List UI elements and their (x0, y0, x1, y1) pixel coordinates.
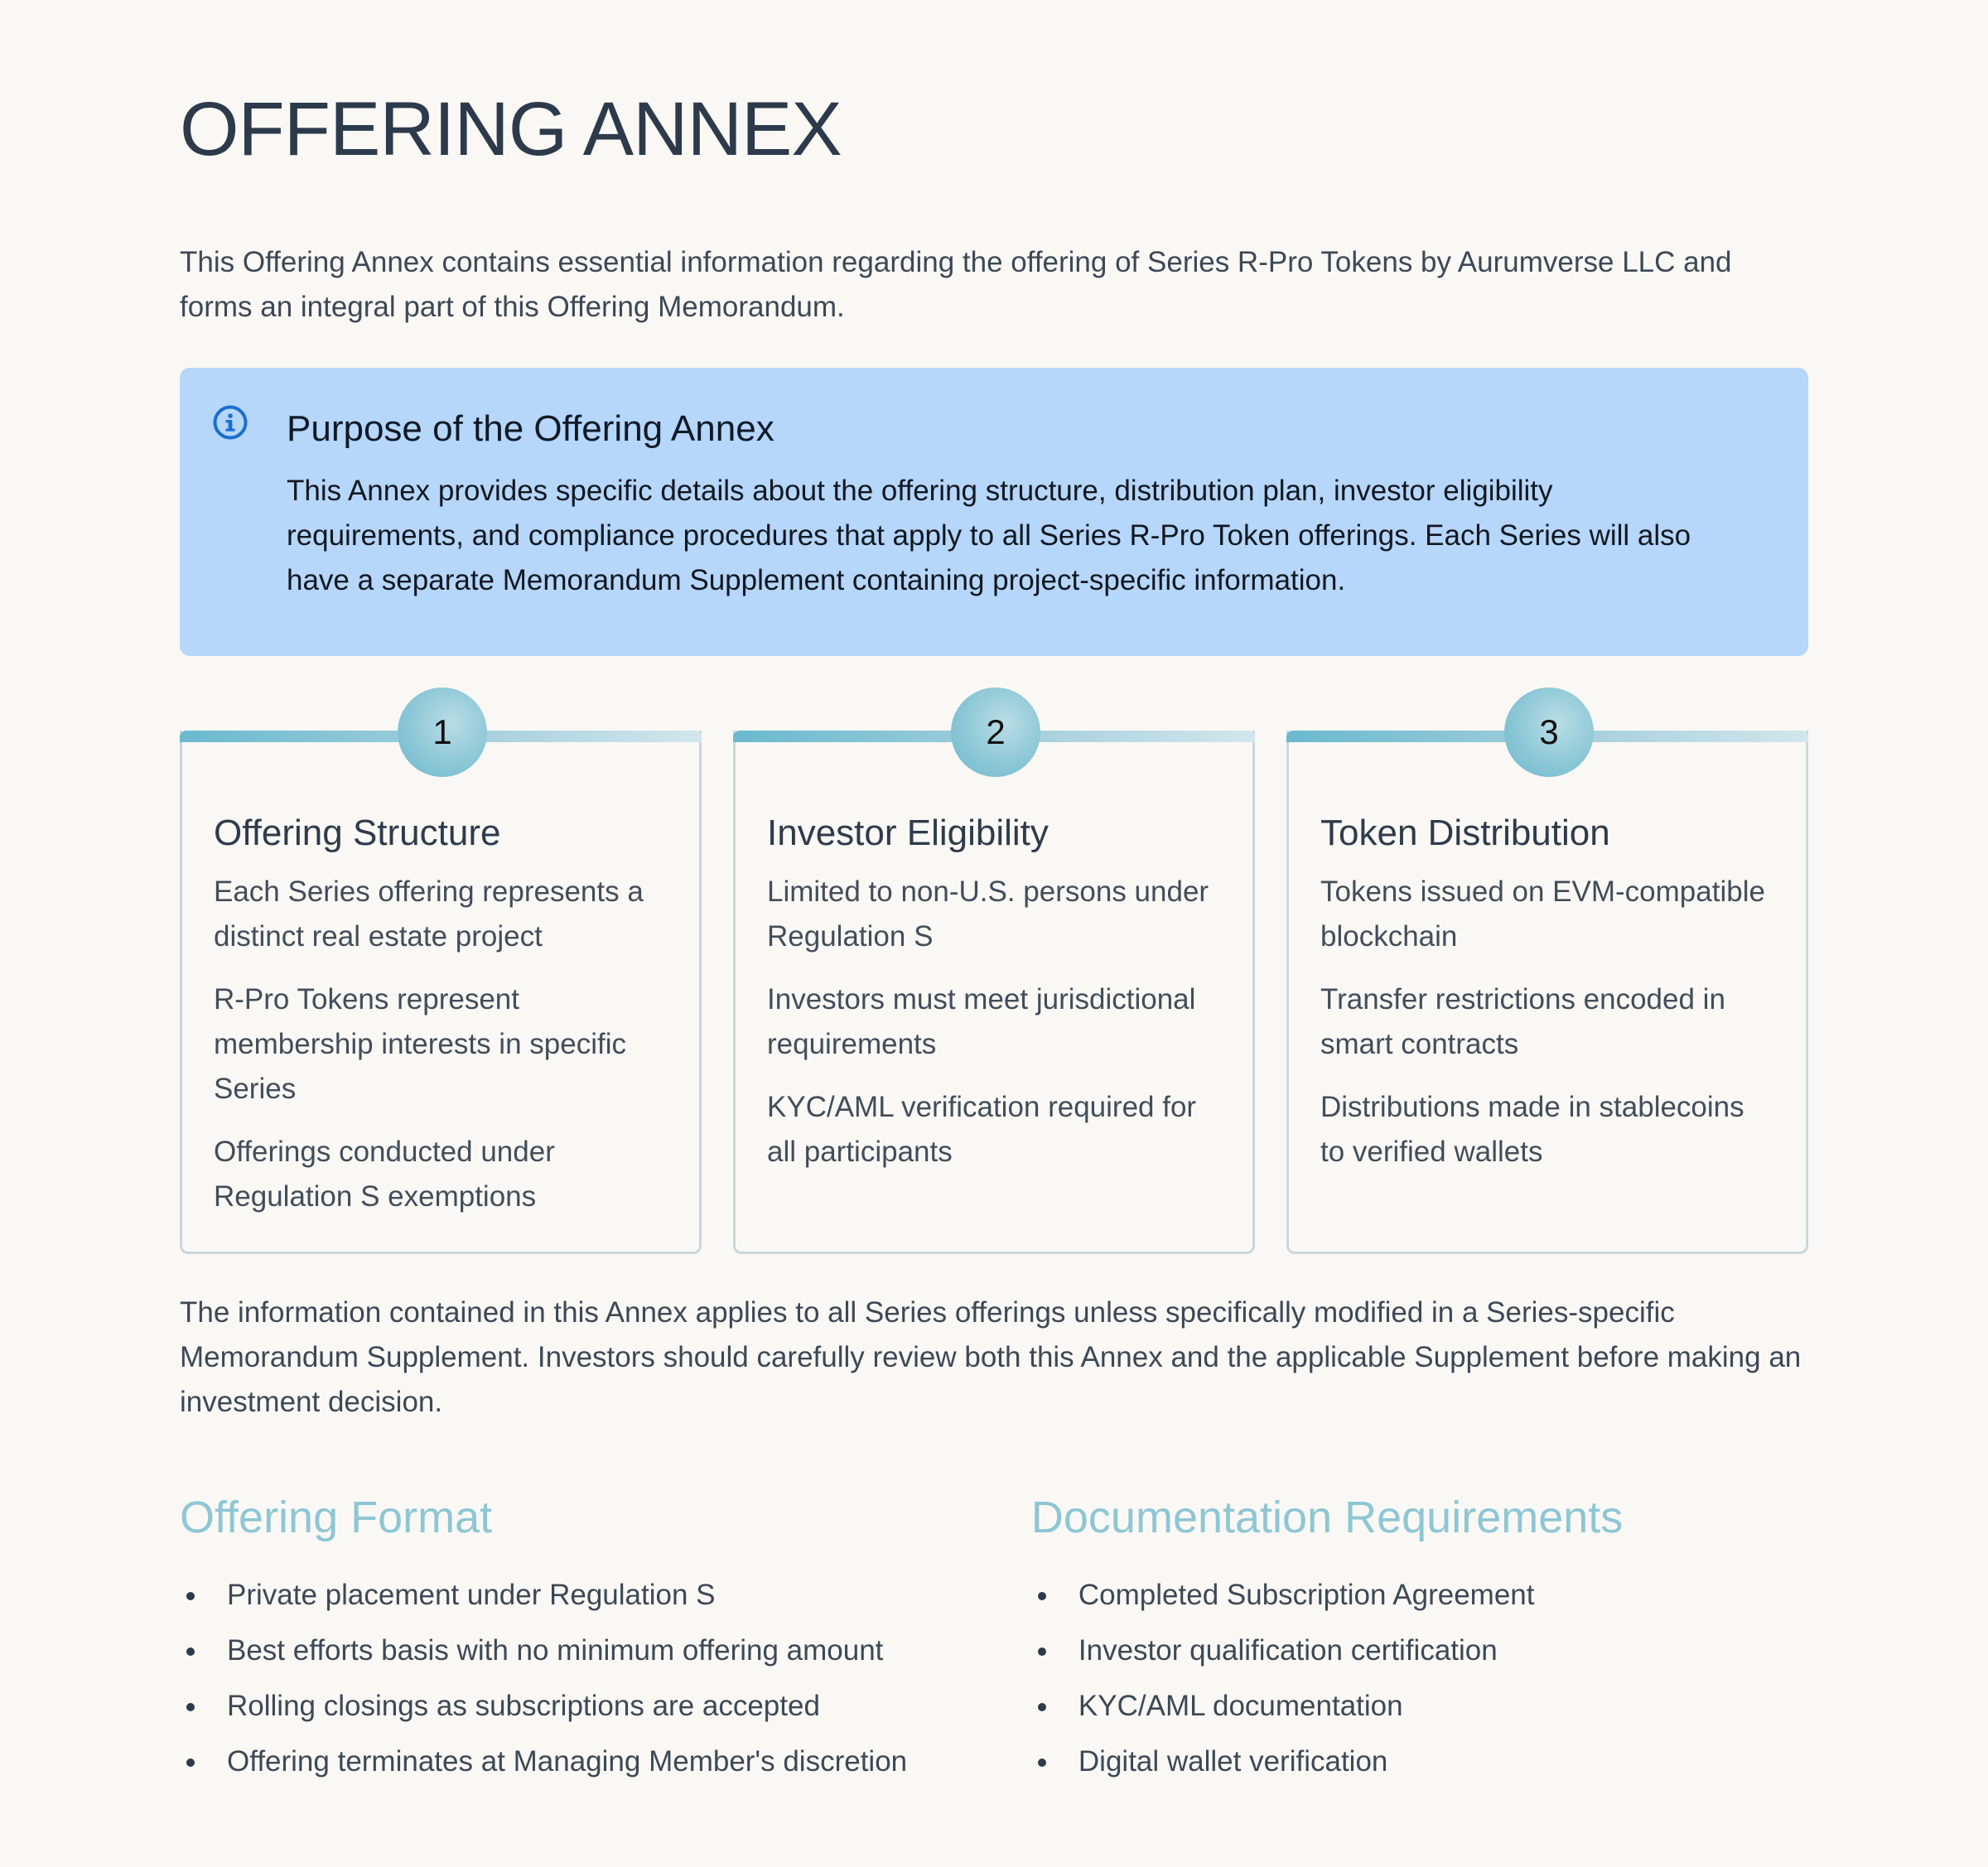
bullet-list (180, 1575, 1031, 1782)
purpose-callout (180, 368, 1808, 656)
bullet-list (1031, 1575, 1808, 1782)
list-item: KYC/AML verification required for all participants (767, 1091, 1197, 1168)
list-item: Investor qualification certification (1031, 1631, 1808, 1671)
list-item: Offerings conducted under Regulation S exemptions (214, 1136, 555, 1213)
list-item: KYC/AML documentation (1031, 1686, 1808, 1726)
list-item: Transfer restrictions encoded in smart contracts (1320, 983, 1725, 1060)
card-list (1320, 870, 1776, 1175)
offering-format-section (180, 1491, 1031, 1797)
documentation-section (1031, 1491, 1808, 1797)
card-heading: Offering Structure (214, 813, 501, 853)
list-item: Digital wallet verification (1031, 1742, 1808, 1782)
card-number-badge: 1 (398, 687, 487, 777)
intro-paragraph: This Offering Annex contains essential information regarding the offering of Series R-Pro Tokens by Aurumverse LLC and forms an integral part of this Offering Memorandum. (180, 246, 1732, 323)
section-heading: Offering Format (180, 1493, 493, 1542)
list-item: Tokens issued on EVM-compatible blockchain (1320, 876, 1765, 953)
info-icon (212, 404, 248, 441)
callout-heading: Purpose of the Offering Annex (287, 408, 774, 449)
list-item: Completed Subscription Agreement (1031, 1575, 1808, 1615)
section-heading: Documentation Requirements (1030, 1493, 1624, 1542)
card-heading: Token Distribution (1320, 813, 1610, 853)
feature-cards (180, 712, 1808, 1254)
card-investor-eligibility (733, 712, 1255, 1254)
card-token-distribution (1286, 712, 1808, 1254)
list-item: Rolling closings as subscriptions are accepted (180, 1686, 1031, 1726)
list-item: Each Series offering represents a distinct real estate project (214, 876, 644, 953)
applicability-note: The information contained in this Annex applies to all Series offerings unless specifically modified in a Series-specific Memorandum Supplement. Investors should carefully review both this Annex and the applicable Supplement before making an investment decision. (180, 1296, 1802, 1418)
page-title: OFFERING ANNEX (180, 87, 842, 171)
card-list (214, 870, 669, 1219)
list-item: Private placement under Regulation S (180, 1575, 1031, 1615)
details-columns (180, 1491, 1808, 1797)
card-number-badge: 2 (951, 687, 1040, 777)
list-item: Offering terminates at Managing Member's discretion (180, 1742, 1031, 1782)
card-list (767, 870, 1223, 1175)
callout-body: This Annex provides specific details about the offering structure, distribution plan, investor eligibility requirements, and compliance procedures that apply to all Series R-Pro Token offerings. Each Series will also have a separate Memorandum Supplement containing project-specific information. (287, 475, 1691, 596)
card-number-badge: 3 (1504, 687, 1594, 777)
list-item: Investors must meet jurisdictional requirements (767, 983, 1196, 1060)
list-item: Limited to non-U.S. persons under Regulation S (767, 876, 1209, 953)
card-offering-structure (180, 712, 702, 1254)
list-item: Best efforts basis with no minimum offering amount (180, 1631, 1031, 1671)
list-item: Distributions made in stablecoins to verified wallets (1320, 1091, 1744, 1168)
list-item: R-Pro Tokens represent membership interests in specific Series (214, 983, 626, 1105)
card-heading: Investor Eligibility (767, 813, 1049, 853)
